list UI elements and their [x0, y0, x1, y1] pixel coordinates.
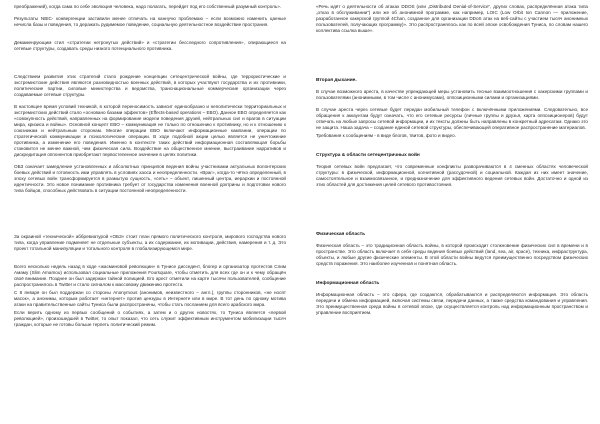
paragraph: В случае возможного ареста, в качестве упреждающей меры установить тесные взаимоотношения с хакерскими группами и пользователями (анонимными, в том числе с анонимусами), оппозиционными силами и организациями.	[316, 89, 588, 100]
paragraph: преображений), когда сама по себе эволюция человека, надо полагать, перейдет под его собственный разумный контроль».	[14, 4, 282, 9]
paragraph: Всего несколько недель назад в ходе «жасминовой революции» в Тунисе дисседент, блогер и организатор протестов Слим Амаму (Slim Amamou) использовал социальные приложения Foursquare, чтобы отметить для всех где он и к чему обращён своё внимание. Позднее он был задержан тайной полицией. Его арест отметили на карте тысячи пользователей, сообщение распространилось в Twitter и стало сигналом к массовому движению протеста.	[14, 264, 286, 287]
left-column	[14, 4, 286, 420]
section-heading: Вторая дыхание.	[316, 78, 357, 83]
right-column	[316, 4, 588, 420]
paragraph: Демаменрующим стил «стратегии нетронутых действий» и «стратегии бесследного сопротивления», опирающиеся на сетевые структуры, создавать среды низкого потенциального противника.	[14, 40, 286, 51]
paragraph: Если верить одному из первых сообщений о событиях, а затем и о других новостях, то Туниса является «первой революцией», произошедшей в Twitter, то опыт показал, что сеть служит эффективным инструментом мобилизации тысяч граждан, которые не готовы больше терпеть политический режим.	[14, 310, 286, 327]
paragraph: ОБЗ означает замедление установленных и абсолютных принципов ведения войны участниками актуальных волонтерских боевых действий и готовность ими управлять в условиях хаоса и неопределенности. «Враг», когда-то чётко определенный, в эпоху сетевых войн трансформируется в размытую сущность, «сеть» – объект, лишенный центра, иерархии и постоянной идентичности. Это новое понимание противника требует от государства изменения военной доктрины и подготовки нового типа бойцов, способных действовать в ситуации постоянной неопределенности.	[14, 164, 286, 193]
paragraph: Физическая область – это традиционная область войны, в которой происходит столкновение физических сил в времени и в пространстве. Это область включает в себя среды ведения боевых действий (land, sea, air, space), техника, инфраструктура, объекты, и любые другие физические элементы. В этой области войны ведутся преимущественно посредством физических средств поражения. Это наиболее изученная и понятная область.	[316, 243, 588, 266]
paragraph: Требования к сообщениям - в виде блогов, твитов, фото и видео.	[316, 133, 456, 138]
paragraph: В настоящее время условий техникой, в которой переносимость зависит единообразно и неполитически территориальных и экстремистских действий стало «основано базами эффектов» (Effects-based operations – EBO). Данное EBO определяется как «совокупность действий, направленных на формирование модели поведения друзей, нейтральных сил и врагов в ситуации мира, кризиса и войны». Основной концепт EBO – коммуникация не только по отношению к противнику, но и к отношению к союзникам и нейтральным сторонам. Многие операции EBO включают информационные кампании, операции по стратегической коммуникации и психологические операции. В ходе подобной акции целью является не уничтожение противника, а изменение его поведения. Именно в контексте таких действий информационная составляющая борьбы становится не менее важной, чем физическая сила. Воздействие на общественное мнение, выстраивание нарративов и дискредитация оппонентов приобретают первостепенное значение в целях политики.	[14, 104, 286, 157]
paragraph: Теория сетевых войн предлагает, что современные конфликты разворачиваются в 4 сменных областях человеческой структуры: в физической, информационной, когнитивной (рассудочной) и социальной. Каждая из них имеет значение, самостоятельное и взаимосвязанное, и предназначение для эффективного ведения сетевых войн. Достаточно и одной из этих областей для достижения целей сетевого противостояния.	[316, 164, 588, 187]
paragraph: С 8 января он был поддержан со стороны Anonymous (анонимов, неизвестного – англ.), группы сторонников, «не носят масок», а анонимы, которым работает «интернет» против цензуры в Интернете или в мире. В тот день по одному мотива атаки на правительственные сайты Туниса были распространены, чтобы стать посланием для всего арабского мира.	[14, 290, 286, 307]
paragraph: «Речь идёт о деятельности об атаках DDOS (или „Distributed Denial-of-Service“, других словах, распределённая атака типа „отказ в обслуживании“) или же об анонимной программе, как например, LOIC (Low Orbit Ion Cannon — приложение, разработанное хакерской группой 4Chan, созданное для организации DDoS атак на веб-сайты с участием тысяч анонимных пользователей, получающих программу)». Это распространялось как по всей эпохе освобождения Туниса, по словам нашего коллектива ссылка выше».	[316, 4, 588, 33]
paragraph: В случае ареста через сетевые будет передан мобильный телефон с включёнными приложениями. Следовательно, все обращения к аккаунтам будут означать, что его сетевые ресурсы (личные группы и друзья, карта оппозиционеров) будут отвечать на любые запросы сетевой информации, и их тексты должны быть направлены в конкретный адресатам. Однако это не защита. Наша задача – создание единой сетевой структуры, обеспечивающей оперативное распространение материалов.	[316, 107, 588, 130]
section-heading: Структура & области сетецентричных войн	[316, 153, 420, 158]
paragraph: За окраиной «технической» аббревиатурой «ОБЗ» стоит план прямого политического контроля, мирового господства нового типа, когда управление подменяет не отдельные субъекты, а их содержание, их мотивации, действия, намерения и т. д. Это проект тотальной манипуляции и тотального контроля в глобализирующемся мире.	[14, 234, 286, 251]
paragraph: Следствием развития этих стратегий стало рождение концепции сетецентрической войны, где террористические и экстремистские действия являются разновидностью военных действий, в которых участвуют государства и их противники, политические партии, силовые министерства и ведомства, транснациональные коммерческие организации через создаваемые сетевые структуры.	[14, 74, 286, 97]
section-heading: Информационная область	[316, 281, 380, 286]
paragraph: Информационная область – это сфера, где создаются, обрабатываются и распределяются информация. Это область передачи и обмена информацией, включая системы связи, передачи данных, а также средства командования и управления. Это преимущественная среда войны в сетевой эпохе, где осуществляется контроль над информационным пространством и управление восприятием.	[316, 292, 588, 315]
section-heading: Физическая область	[316, 232, 366, 237]
paragraph: Результаты NBIC- конвергенции заставили менее отличать на каннучю проблемаю – если возможно изменить цаеные нечисла базы и поведения, то деражать рудимемое поведение, социальную деятельностное воздействие пространия.	[14, 16, 286, 27]
